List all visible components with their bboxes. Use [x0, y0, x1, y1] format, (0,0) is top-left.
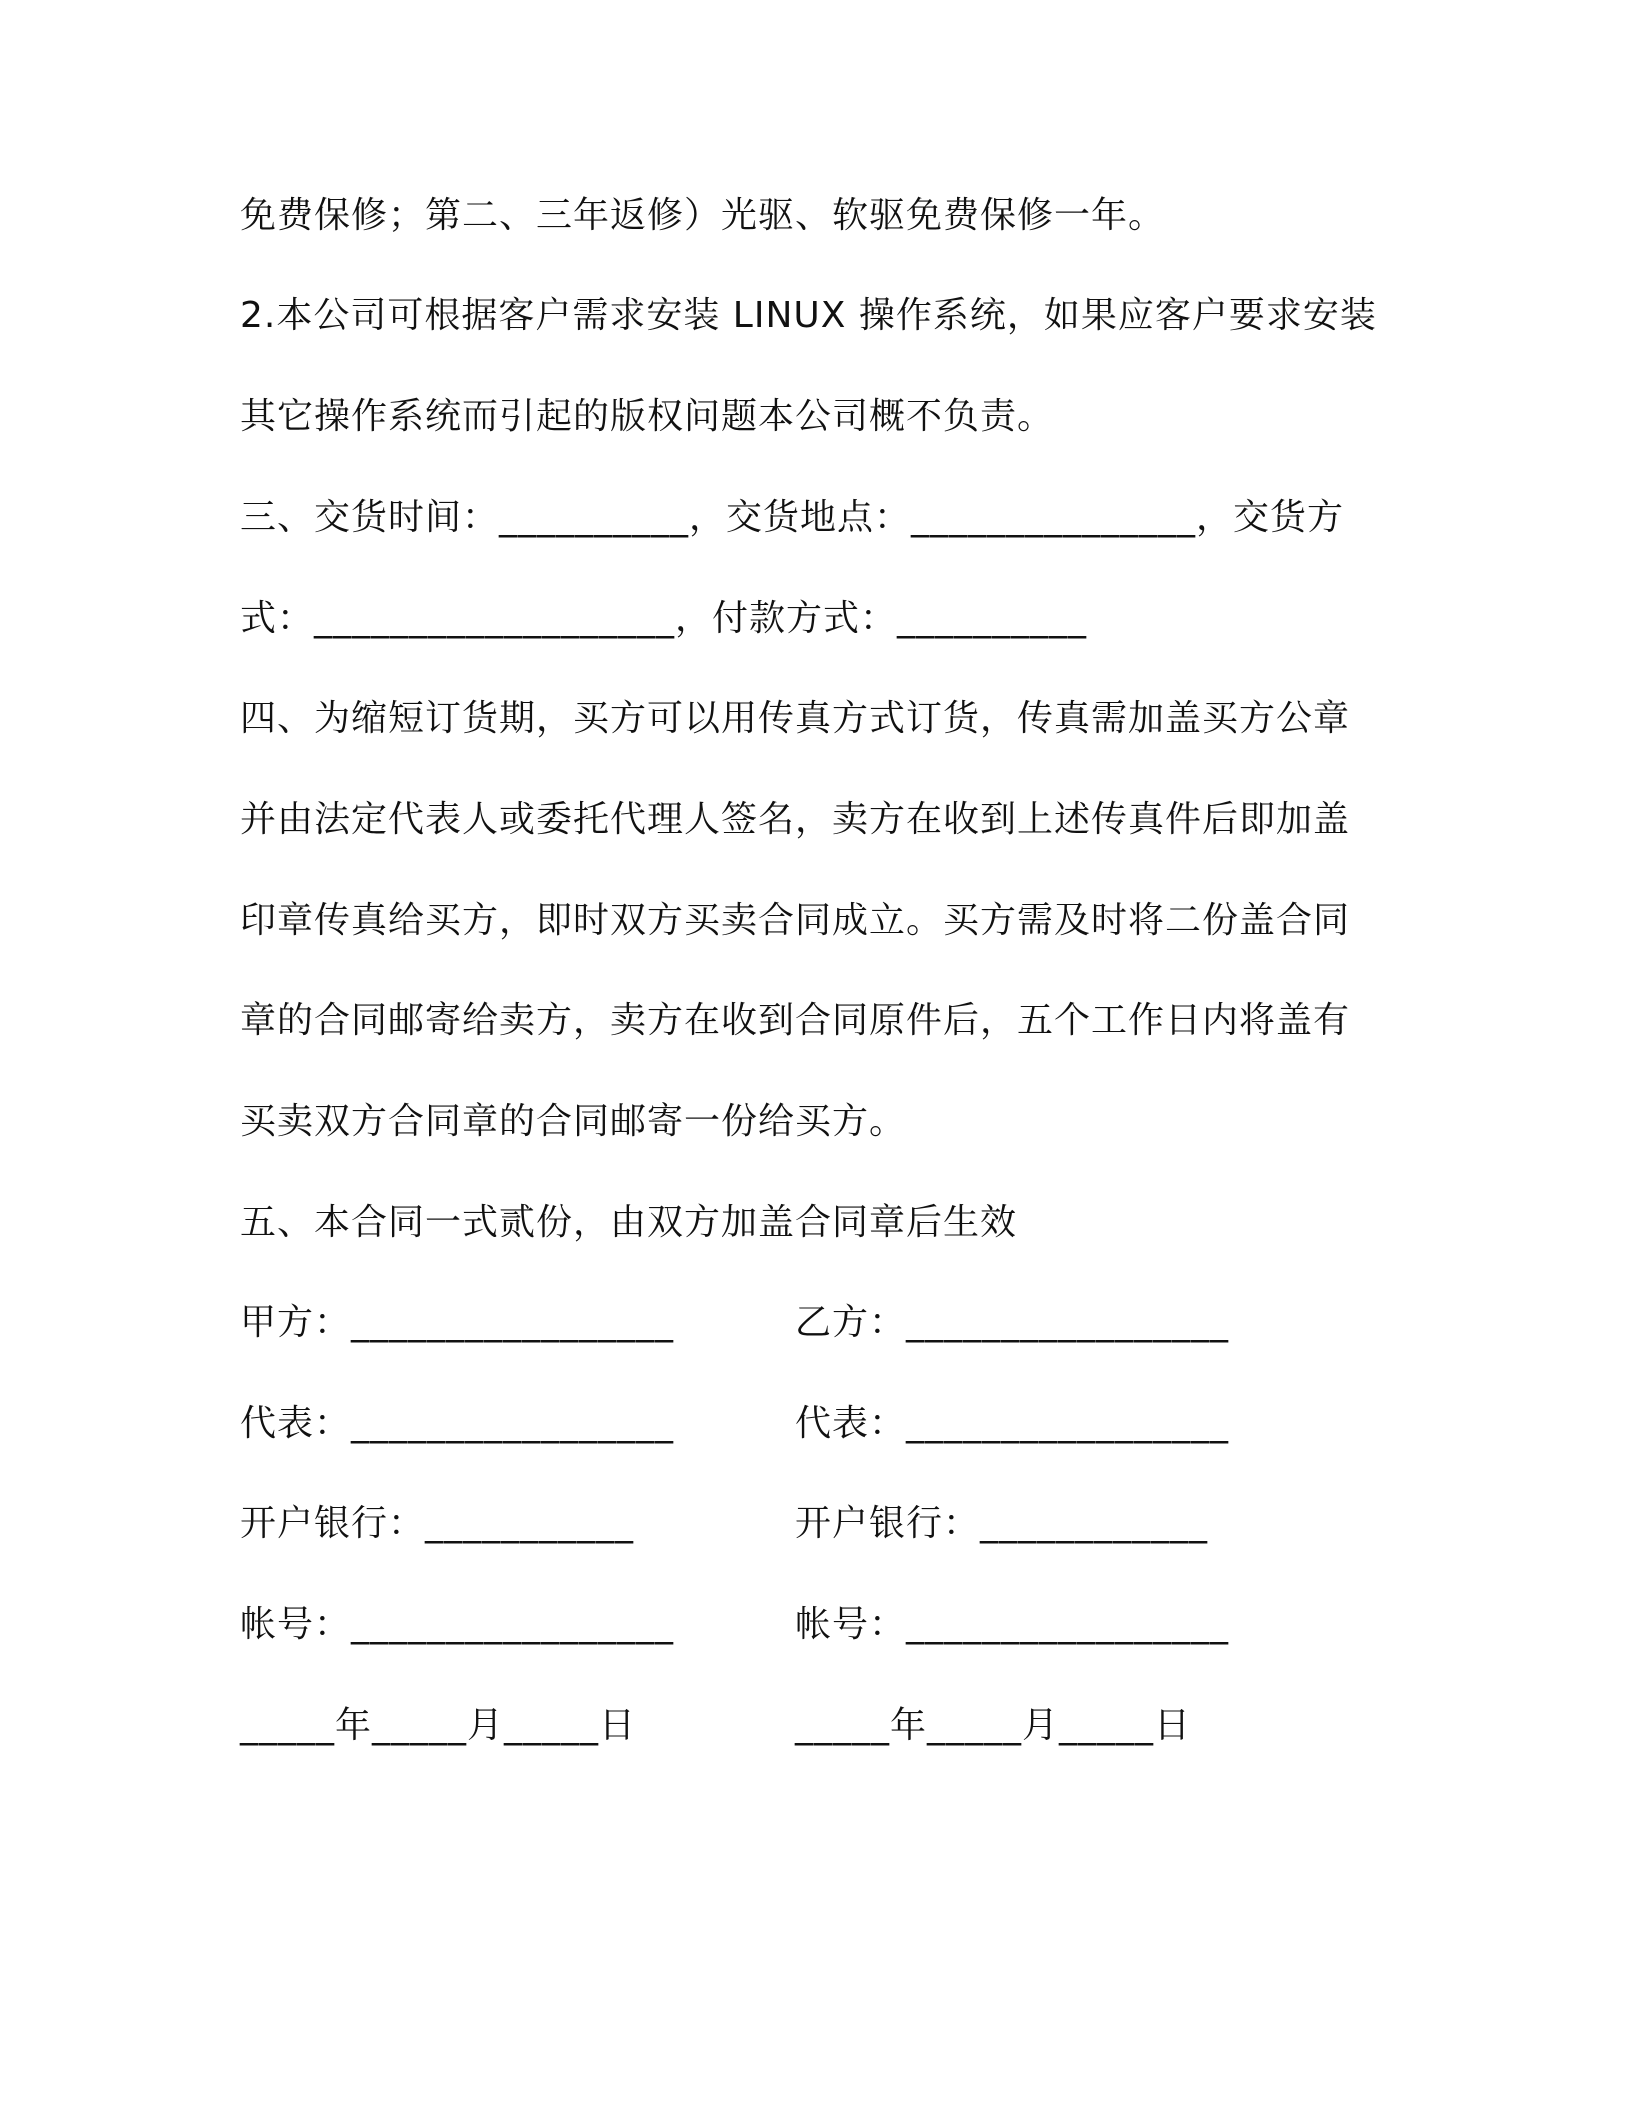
party-b-account-field: 帐号：_________________ [795, 1604, 1230, 1645]
body-line-clause-2-cont: 其它操作系统而引起的版权问题本公司概不负责。 [240, 396, 1055, 437]
body-line-clause-4: 四、为缩短订货期，买方可以用传真方式订货，传真需加盖买方公章 [240, 698, 1351, 739]
party-a-account-field: 帐号：_________________ [240, 1604, 675, 1645]
body-line-clause-4-cont-2: 印章传真给买方，即时双方买卖合同成立。买方需及时将二份盖合同 [240, 900, 1351, 941]
party-a-representative-field: 代表：_________________ [240, 1403, 675, 1444]
party-b-name-field: 乙方：_________________ [795, 1302, 1230, 1343]
body-line-clause-3: 三、交货时间：__________，交货地点：_______________，交货方 [240, 497, 1345, 538]
body-line-clause-5: 五、本合同一式贰份，由双方加盖合同章后生效 [240, 1202, 1018, 1243]
party-b-bank-field: 开户银行：____________ [795, 1503, 1209, 1544]
party-b-representative-field: 代表：_________________ [795, 1403, 1230, 1444]
body-line-clause-2: 2.本公司可根据客户需求安装 LINUX 操作系统，如果应客户要求安装 [240, 295, 1377, 336]
party-b-date-field: _____年_____月_____日 [795, 1705, 1192, 1746]
body-line-clause-4-cont-1: 并由法定代表人或委托代理人签名，卖方在收到上述传真件后即加盖 [240, 799, 1351, 840]
body-line-clause-3-cont: 式：___________________，付款方式：__________ [240, 598, 1088, 639]
party-a-name-field: 甲方：_________________ [240, 1302, 675, 1343]
party-a-date-field: _____年_____月_____日 [240, 1705, 637, 1746]
body-line-warranty: 免费保修；第二、三年返修）光驱、软驱免费保修一年。 [240, 195, 1166, 236]
party-a-bank-field: 开户银行：___________ [240, 1503, 635, 1544]
body-line-clause-4-cont-4: 买卖双方合同章的合同邮寄一份给买方。 [240, 1101, 907, 1142]
body-line-clause-4-cont-3: 章的合同邮寄给卖方，卖方在收到合同原件后，五个工作日内将盖有 [240, 1000, 1351, 1041]
